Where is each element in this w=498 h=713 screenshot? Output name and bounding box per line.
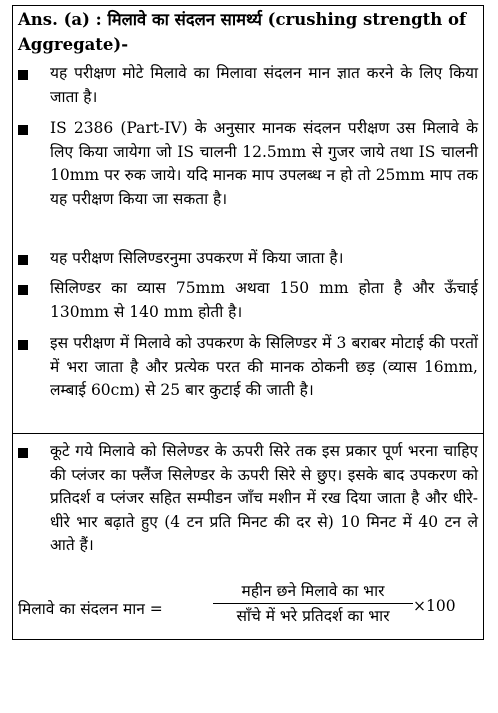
bullet-text: कूटे गये मिलावे को सिलेण्डर के ऊपरी सिरे तक इस प्रकार पूर्ण भरना चाहिए की प्लंजर का फ्लैंज सिलेण्डर के ऊपरी सिरे से छुए। इसके बाद उपकरण को प्रतिदर्श व प्लंजर सहित सम्पीडन जाँच मशीन में रख दिया जाता है और धीरे-धीरे भार बढ़ाते हुए (4 टन प्रति मिनट की दर से) 10 मिनट में 40 टन ले आते हैं। — [50, 442, 478, 554]
fraction-bar — [213, 603, 413, 604]
bullet-square-icon — [18, 125, 28, 135]
bullet-square-icon — [18, 340, 28, 350]
bullet-text: सिलिण्डर का व्यास 75mm अथवा 150 mm होता है और ऊँचाई 130mm से 140 mm होती है। — [50, 279, 478, 321]
bullet-square-icon — [18, 255, 28, 265]
crushing-value-formula — [18, 582, 480, 636]
formula-fraction — [213, 580, 413, 627]
bullet-text: IS 2386 (Part-IV) के अनुसार मानक संदलन परीक्षण उस मिलावे के लिए किया जायेगा जो IS चालनी 12.5mm से गुजर जाये तथा IS चालनी 10mm पर रुक जाये। यदि मानक माप उपलब्ध न हो तो 25mm माप तक यह परीक्षण किया जा सकता है। — [50, 119, 478, 208]
bullet-text: इस परीक्षण में मिलावे को उपकरण के सिलिण्डर में 3 बराबर मोटाई की परतों में भरा जाता है और प्रत्येक परत की मानक ठोकनी छड़ (व्यास 16mm, लम्बाई 60cm) से 25 बार कुटाई की जाती है। — [50, 334, 478, 399]
bullet-text: यह परीक्षण सिलिण्डरनुमा उपकरण में किया जाता है। — [50, 249, 344, 267]
formula-numerator: महीन छने मिलावे का भार — [241, 582, 385, 600]
formula-multiplier: ×100 — [413, 597, 456, 615]
bullet-square-icon — [18, 285, 28, 295]
formula-label: मिलावे का संदलन मान = — [18, 600, 163, 618]
formula-denominator: साँचे में भरे प्रतिदर्श का भार — [236, 607, 390, 625]
bullet-square-icon — [18, 448, 28, 458]
section-divider — [12, 433, 484, 434]
answer-heading: Ans. (a) : मिलावे का संदलन सामर्थ्य (crushing strength of Aggregate)- — [18, 10, 467, 54]
bullet-square-icon — [18, 70, 28, 80]
bullet-text: यह परीक्षण मोटे मिलावे का मिलावा संदलन मान ज्ञात करने के लिए किया जाता है। — [50, 64, 478, 106]
